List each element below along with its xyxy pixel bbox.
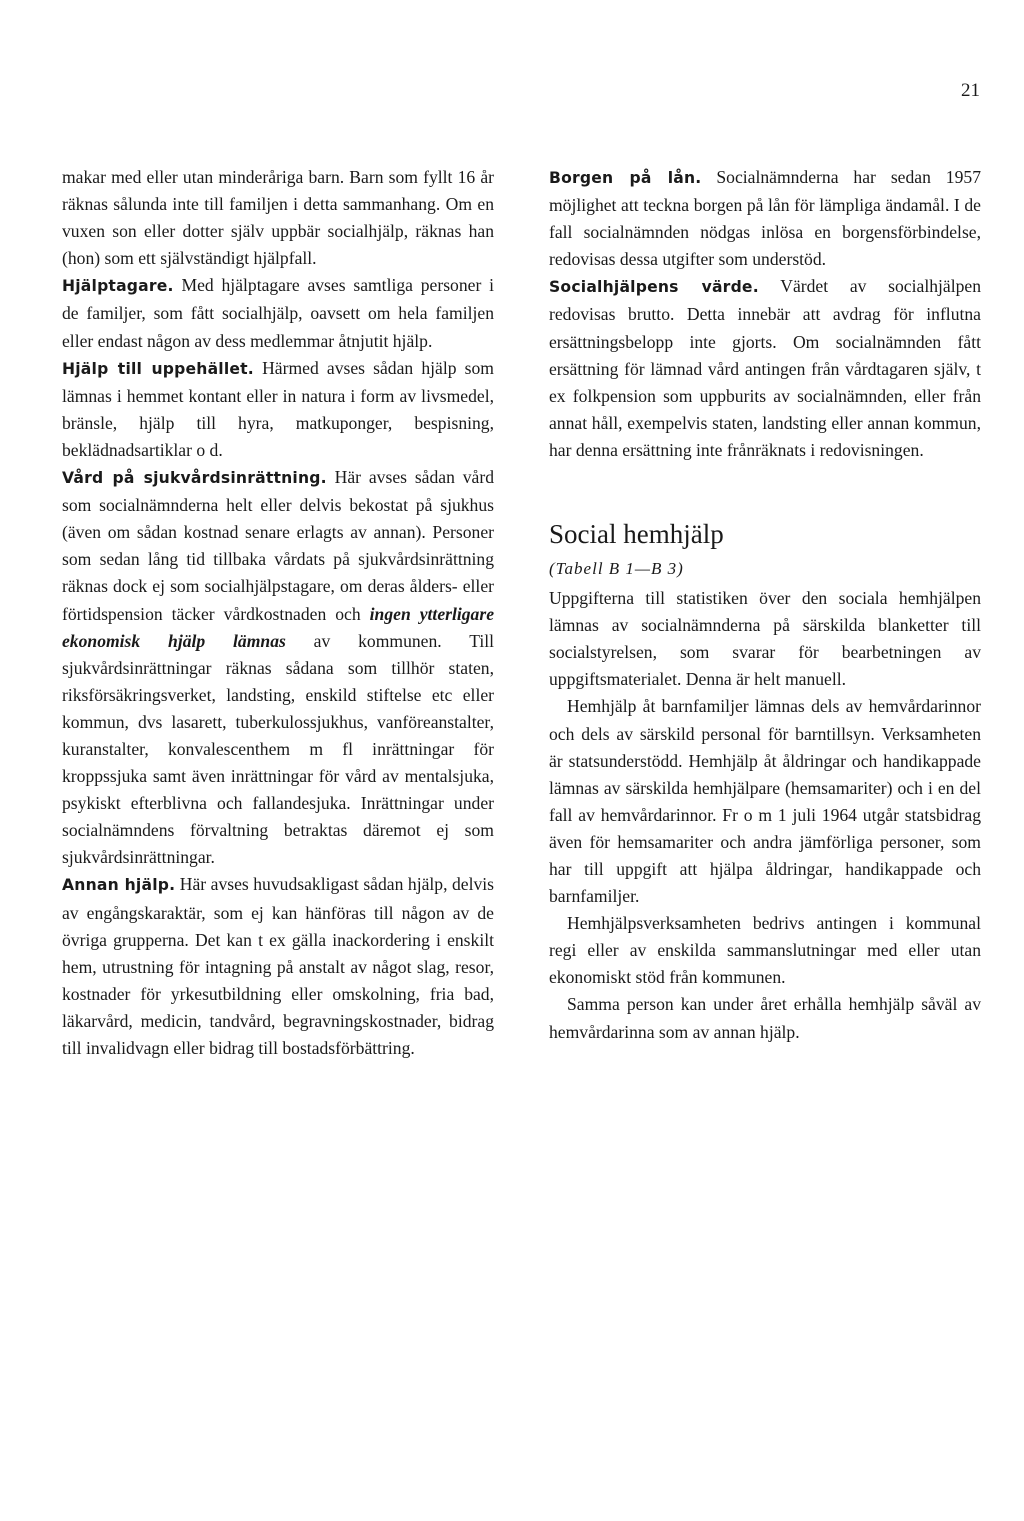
paragraph-socialhjalpens-varde (549, 273, 981, 464)
page-number: 21 (961, 80, 980, 101)
paragraph-hjalp-till-uppehallet-text: Härmed avses sådan hjälp som lämnas i hemmet kontant eller in natura i form av livsmedel, bränsle, hjälp till hyra, matkuponger, bespisning, beklädnadsartiklar o d. (62, 357, 494, 460)
emphasis-ingen-ytterligare: ingen ytterligare ekonomisk hjälp lämnas (62, 603, 495, 651)
paragraph-hjalp-till-uppehallet (62, 355, 494, 464)
paragraph-annan-hjalp-text: Här avses huvudsakligast sådan hjälp, delvis av engångskaraktär, som ej kan hänföras till någon av de övriga grupperna. Det kan t ex gälla inackordering i enskilt hem, utrustning för intagning på anstalt av något slag, resor, kostnader för yrkesutbildning eller omskolning, fria bad, läkarvård, medicin, tandvård, begravningskostnader, bidrag till invalidvagn eller bidrag till bostadsförbättring. (62, 874, 495, 1058)
term-hjalp-till-uppehallet: Hjälp till uppehället. (62, 359, 254, 378)
paragraph-varde-text: Värdet av socialhjälpen redovisas brutto. Detta innebär att avdrag för influtna ersättningsbelopp inte gjorts. Om socialnämnden fått ersättning för lämnad vård antingen från vårdtagaren själv, t ex folkpension som uppburits av socialnämnden, eller från annat håll, exempelvis staten, landsting eller annan kommun, har denna ersättning inte frånräknats i redovisningen. (549, 276, 981, 460)
section-heading-social-hemhjalp: Social hemhjälp (549, 519, 724, 550)
paragraph-borgen-pa-lan (549, 164, 981, 273)
right-column (549, 164, 981, 1046)
paragraph-hjalptagare (62, 272, 494, 354)
paragraph-intro: makar med eller utan minderåriga barn. Barn som fyllt 16 år räknas sålunda inte till familjen i detta sammanhang. Om en vuxen son eller dotter själv uppbär socialhjälp, räknas han (hon) som ett självständigt hjälpfall. (62, 167, 494, 269)
paragraph-uppgifterna: Uppgifterna till statistiken över den sociala hemhjälpen lämnas av socialnämnderna på särskilda blanketter till socialstyrelsen, som svarar för bearbetningen av uppgiftsmaterialet. Denna är helt manuell. (549, 588, 981, 690)
section-subheading-tabell: (Tabell B 1—B 3) (549, 559, 684, 579)
term-borgen-pa-lan: Borgen på lån. (549, 169, 702, 187)
paragraph-borgen-text: Socialnämnderna har sedan 1957 möjlighet att teckna borgen på lån för lämpliga ändamål. I de fall socialnämnden nödgas inlösa en borgensförbindelse, redovisas dessa utgifter som understöd. (549, 167, 981, 270)
term-vard-pa-sjukvardsinrattning: Vård på sjukvårdsinrättning. (62, 469, 327, 488)
paragraph-hemhjalpsverksamheten: Hemhjälpsverksamheten bedrivs antingen i kommunal regi eller av enskilda sammanslutningar med eller utan ekonomiskt stöd från kommunen. (549, 913, 981, 988)
paragraph-hemhjalp-barnfamiljer: Hemhjälp åt barnfamiljer lämnas dels av hemvårdarinnor och dels av särskild personal för barntillsyn. Verksamheten är statsunderstödd. Hemhjälp åt åldringar och handikappade lämnas av särskilda hemhjälpare (hemsamariter) och i en del fall av hemvårdarinnor. Fr o m 1 juli 1964 utgår statsbidrag även för hemsamariter och andra jämförliga personer, som har till uppgift att hjälpa åldringar, handikappade och barnfamiljer. (549, 696, 981, 907)
paragraph-samma-person: Samma person kan under året erhålla hemhjälp såväl av hemvårdarinna som av annan hjälp. (549, 994, 981, 1042)
term-hjalptagare: Hjälptagare. (62, 277, 174, 296)
term-socialhjalpens-varde: Socialhjälpens värde. (549, 278, 759, 297)
paragraph-vard-text-b: av kommunen. Till sjukvårdsinrättningar räknas sådana som tillhör staten, riksförsäkringsverket, landsting, enskild stiftelse etc eller kommun, dvs lasarett, tuberkulossjukhus, vanföreanstalter, kuranstalter, konvalescenthem m fl inrättningar för kroppssjuka samt även inrättningar för vård av mentalsjuka, psykiskt efterblivna och fallandesjuka. Inrättningar under socialnämndens förvaltning betraktas däremot ej som sjukvårdsinrättningar. (62, 630, 495, 868)
paragraph-annan-hjalp (62, 871, 494, 1062)
left-column (62, 164, 494, 1062)
term-annan-hjalp: Annan hjälp. (62, 876, 176, 895)
paragraph-vard-text-a: Här avses sådan vård som socialnämnderna helt eller delvis bekostat på sjukhus (även om sådan kostnad senare erlagts av annan). Personer som sedan lång tid tillbaka vårdats på sjukvårdsinrättning räknas dock ej som socialhjälpstagare, om deras ålders- eller förtidspension täcker vårdkostnaden och (62, 467, 494, 624)
paragraph-hjalptagare-text: Med hjälptagare avses samtliga personer i de familjer, som fått socialhjälp, oavsett om hela familjen eller endast någon av dess medlemmar åtnjutit hjälp. (62, 275, 494, 351)
paragraph-vard-pa-sjukvardsinrattning (62, 464, 494, 871)
